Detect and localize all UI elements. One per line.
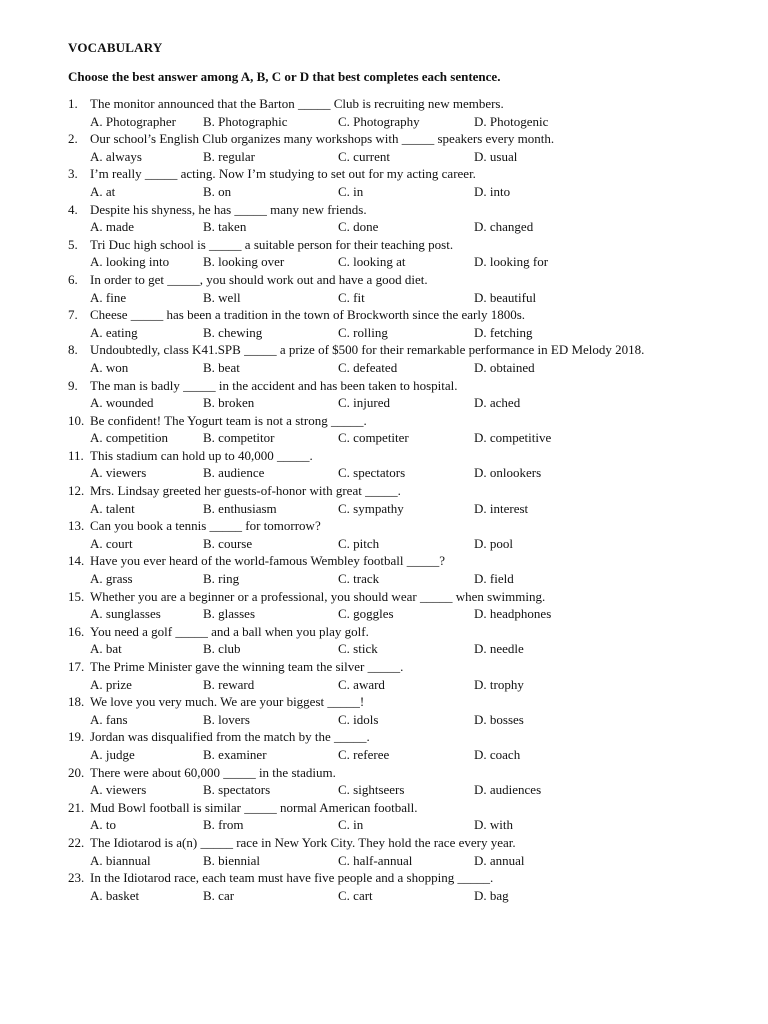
question-stem xyxy=(68,236,758,254)
answer-options xyxy=(68,359,758,377)
answer-options xyxy=(68,852,758,870)
option-a: A. biannual xyxy=(90,852,151,868)
option-c: C. injured xyxy=(338,395,390,411)
option-d: D. beautiful xyxy=(474,289,537,305)
option-d: D. Photogenic xyxy=(474,113,549,129)
answer-options xyxy=(68,394,758,412)
question-item xyxy=(68,693,758,728)
question-number: 14. xyxy=(68,553,85,569)
option-b: B. looking over xyxy=(203,254,285,270)
question-stem xyxy=(68,201,758,219)
option-b: B. broken xyxy=(203,395,255,411)
option-c: C. stick xyxy=(338,641,378,657)
question-text: We love you very much. We are your biggest _____! xyxy=(90,694,365,710)
option-a: A. judge xyxy=(90,746,135,762)
option-a: A. viewers xyxy=(90,782,147,798)
option-c: C. competiter xyxy=(338,430,409,446)
option-a: A. bat xyxy=(90,641,122,657)
question-item xyxy=(68,165,758,200)
option-a: A. always xyxy=(90,148,142,164)
option-a: A. wounded xyxy=(90,395,154,411)
question-item xyxy=(68,552,758,587)
question-item xyxy=(68,306,758,341)
question-stem xyxy=(68,799,758,817)
question-text: Jordan was disqualified from the match by the _____. xyxy=(90,729,370,745)
question-item xyxy=(68,517,758,552)
question-number: 17. xyxy=(68,659,85,674)
option-a: A. made xyxy=(90,219,135,235)
option-c: C. rolling xyxy=(338,324,388,340)
question-text: In the Idiotarod race, each team must have five people and a shopping _____. xyxy=(90,870,494,886)
question-text: The Prime Minister gave the winning team the silver _____. xyxy=(90,659,404,674)
option-b: B. lovers xyxy=(203,711,250,727)
option-c: C. Photography xyxy=(338,113,420,129)
option-a: A. viewers xyxy=(90,465,147,481)
option-b: B. club xyxy=(203,641,241,657)
question-item xyxy=(68,341,758,376)
question-item xyxy=(68,764,758,799)
option-d: D. field xyxy=(474,571,514,587)
question-stem xyxy=(68,693,758,711)
page-heading: VOCABULARY xyxy=(68,40,163,55)
question-number: 2. xyxy=(68,131,78,147)
option-d: D. into xyxy=(474,183,511,199)
option-b: B. ring xyxy=(203,571,240,587)
option-c: C. in xyxy=(338,183,364,199)
question-number: 6. xyxy=(68,271,78,287)
question-text: The Idiotarod is a(n) _____ race in New York City. They hold the race every year. xyxy=(90,834,516,850)
option-a: A. court xyxy=(90,535,133,551)
question-number: 3. xyxy=(68,166,78,182)
option-b: B. reward xyxy=(203,676,255,692)
question-number: 5. xyxy=(68,236,78,252)
option-d: D. coach xyxy=(474,746,521,762)
answer-options xyxy=(68,324,758,342)
question-item xyxy=(68,95,758,130)
answer-options xyxy=(68,887,758,905)
answer-options xyxy=(68,781,758,799)
question-number: 1. xyxy=(68,96,78,111)
question-number: 13. xyxy=(68,518,85,534)
option-b: B. regular xyxy=(203,148,255,164)
question-number: 19. xyxy=(68,729,85,745)
answer-options xyxy=(68,253,758,271)
answer-options xyxy=(68,816,758,834)
question-text: Mrs. Lindsay greeted her guests-of-honor with great _____. xyxy=(90,483,401,499)
question-item xyxy=(68,588,758,623)
question-number: 23. xyxy=(68,870,85,886)
option-b: B. course xyxy=(203,535,253,551)
question-list xyxy=(68,95,758,904)
option-b: B. audience xyxy=(203,465,265,481)
question-text: Mud Bowl football is similar _____ normal American football. xyxy=(90,799,418,815)
question-stem xyxy=(68,95,758,113)
answer-options xyxy=(68,676,758,694)
question-item xyxy=(68,799,758,834)
option-c: C. goggles xyxy=(338,606,394,622)
option-c: C. track xyxy=(338,571,380,587)
question-stem xyxy=(68,869,758,887)
answer-options xyxy=(68,183,758,201)
option-d: D. audiences xyxy=(474,782,542,798)
question-number: 7. xyxy=(68,307,78,323)
answer-options xyxy=(68,640,758,658)
option-c: C. defeated xyxy=(338,359,398,375)
answer-options xyxy=(68,464,758,482)
option-c: C. spectators xyxy=(338,465,406,481)
option-a: A. eating xyxy=(90,324,138,340)
question-number: 22. xyxy=(68,834,85,850)
answer-options xyxy=(68,570,758,588)
question-number: 8. xyxy=(68,342,78,358)
answer-options xyxy=(68,746,758,764)
question-number: 20. xyxy=(68,764,85,780)
option-d: D. with xyxy=(474,817,513,833)
option-d: D. bosses xyxy=(474,711,524,727)
question-text: Can you book a tennis _____ for tomorrow? xyxy=(90,518,321,534)
question-stem xyxy=(68,658,758,676)
option-c: C. fit xyxy=(338,289,365,305)
answer-options xyxy=(68,148,758,166)
question-stem xyxy=(68,482,758,500)
answer-options xyxy=(68,289,758,307)
question-item xyxy=(68,658,758,693)
question-item xyxy=(68,482,758,517)
question-item xyxy=(68,236,758,271)
question-item xyxy=(68,869,758,904)
option-b: B. biennial xyxy=(203,852,261,868)
question-text: Our school’s English Club organizes many workshops with _____ speakers every month. xyxy=(90,131,555,147)
question-stem xyxy=(68,834,758,852)
option-d: D. headphones xyxy=(474,606,552,622)
option-c: C. cart xyxy=(338,887,373,903)
option-a: A. talent xyxy=(90,500,135,516)
question-item xyxy=(68,271,758,306)
option-d: D. competitive xyxy=(474,430,552,446)
answer-options xyxy=(68,711,758,729)
question-number: 21. xyxy=(68,799,85,815)
question-number: 10. xyxy=(68,412,85,428)
option-b: B. well xyxy=(203,289,241,305)
question-stem xyxy=(68,377,758,395)
option-b: B. taken xyxy=(203,219,247,235)
option-b: B. on xyxy=(203,183,232,199)
question-number: 18. xyxy=(68,694,85,710)
question-text: You need a golf _____ and a ball when you play golf. xyxy=(90,623,369,639)
option-d: D. ached xyxy=(474,395,521,411)
question-text: Undoubtedly, class K41.SPB _____ a prize of $500 for their remarkable performance in ED Melody 2018. xyxy=(90,342,645,358)
question-item xyxy=(68,728,758,763)
question-stem xyxy=(68,588,758,606)
question-text: Have you ever heard of the world-famous Wembley football _____? xyxy=(90,553,446,569)
option-a: A. at xyxy=(90,183,116,199)
option-c: C. pitch xyxy=(338,535,380,551)
question-stem xyxy=(68,412,758,430)
option-d: D. looking for xyxy=(474,254,549,270)
question-stem xyxy=(68,728,758,746)
option-c: C. referee xyxy=(338,746,390,762)
option-a: A. won xyxy=(90,359,129,375)
option-d: D. obtained xyxy=(474,359,535,375)
option-c: C. half-annual xyxy=(338,852,413,868)
question-text: Whether you are a beginner or a professional, you should wear _____ when swimming. xyxy=(90,588,546,604)
question-number: 16. xyxy=(68,623,85,639)
question-stem xyxy=(68,623,758,641)
option-c: C. done xyxy=(338,219,379,235)
question-number: 11. xyxy=(68,447,84,463)
option-a: A. fans xyxy=(90,711,128,727)
option-c: C. idols xyxy=(338,711,379,727)
question-stem xyxy=(68,447,758,465)
question-stem xyxy=(68,165,758,183)
option-c: C. sympathy xyxy=(338,500,404,516)
question-stem xyxy=(68,764,758,782)
option-a: A. prize xyxy=(90,676,132,692)
question-number: 9. xyxy=(68,377,78,393)
answer-options xyxy=(68,113,758,131)
question-stem xyxy=(68,517,758,535)
option-a: A. Photographer xyxy=(90,113,176,129)
option-b: B. car xyxy=(203,887,235,903)
answer-options xyxy=(68,500,758,518)
answer-options xyxy=(68,218,758,236)
question-text: Cheese _____ has been a tradition in the town of Brockworth since the early 1800s. xyxy=(90,307,526,323)
option-d: D. onlookers xyxy=(474,465,542,481)
answer-options xyxy=(68,605,758,623)
option-b: B. chewing xyxy=(203,324,263,340)
option-a: A. sunglasses xyxy=(90,606,161,622)
question-item xyxy=(68,623,758,658)
question-text: In order to get _____, you should work out and have a good diet. xyxy=(90,271,428,287)
option-d: D. needle xyxy=(474,641,524,657)
question-stem xyxy=(68,552,758,570)
option-d: D. interest xyxy=(474,500,529,516)
option-d: D. usual xyxy=(474,148,518,164)
question-item xyxy=(68,130,758,165)
option-b: B. spectators xyxy=(203,782,271,798)
option-b: B. beat xyxy=(203,359,240,375)
question-text: Tri Duc high school is _____ a suitable person for their teaching post. xyxy=(90,236,454,252)
option-c: C. in xyxy=(338,817,364,833)
question-item xyxy=(68,834,758,869)
option-c: C. award xyxy=(338,676,385,692)
question-text: The man is badly _____ in the accident and has been taken to hospital. xyxy=(90,377,458,393)
option-a: A. basket xyxy=(90,887,140,903)
option-a: A. grass xyxy=(90,571,133,587)
option-b: B. examiner xyxy=(203,746,267,762)
question-item xyxy=(68,377,758,412)
option-b: B. from xyxy=(203,817,244,833)
option-d: D. annual xyxy=(474,852,525,868)
question-stem xyxy=(68,271,758,289)
option-a: A. looking into xyxy=(90,254,170,270)
question-number: 4. xyxy=(68,201,78,217)
option-c: C. looking at xyxy=(338,254,406,270)
question-number: 12. xyxy=(68,483,85,499)
question-item xyxy=(68,412,758,447)
answer-options xyxy=(68,535,758,553)
option-c: C. sightseers xyxy=(338,782,405,798)
answer-options xyxy=(68,429,758,447)
question-text: This stadium can hold up to 40,000 _____. xyxy=(90,447,313,463)
question-stem xyxy=(68,130,758,148)
question-item xyxy=(68,447,758,482)
option-d: D. fetching xyxy=(474,324,533,340)
question-text: Be confident! The Yogurt team is not a strong _____. xyxy=(90,412,367,428)
option-b: B. glasses xyxy=(203,606,255,622)
instruction-text: Choose the best answer among A, B, C or D that best completes each sentence. xyxy=(68,69,501,84)
question-text: Despite his shyness, he has _____ many new friends. xyxy=(90,201,367,217)
option-d: D. trophy xyxy=(474,676,524,692)
question-stem xyxy=(68,341,758,359)
option-c: C. current xyxy=(338,148,390,164)
question-text: There were about 60,000 _____ in the stadium. xyxy=(90,764,336,780)
option-b: B. competitor xyxy=(203,430,275,446)
question-text: The monitor announced that the Barton _____ Club is recruiting new members. xyxy=(90,96,504,111)
question-number: 15. xyxy=(68,588,85,604)
option-b: B. enthusiasm xyxy=(203,500,277,516)
option-b: B. Photographic xyxy=(203,113,288,129)
option-a: A. competition xyxy=(90,430,168,446)
option-d: D. bag xyxy=(474,887,509,903)
option-a: A. to xyxy=(90,817,116,833)
option-d: D. pool xyxy=(474,535,513,551)
question-text: I’m really _____ acting. Now I’m studying to set out for my acting career. xyxy=(90,166,476,182)
question-item xyxy=(68,201,758,236)
question-stem xyxy=(68,306,758,324)
option-a: A. fine xyxy=(90,289,127,305)
option-d: D. changed xyxy=(474,219,534,235)
